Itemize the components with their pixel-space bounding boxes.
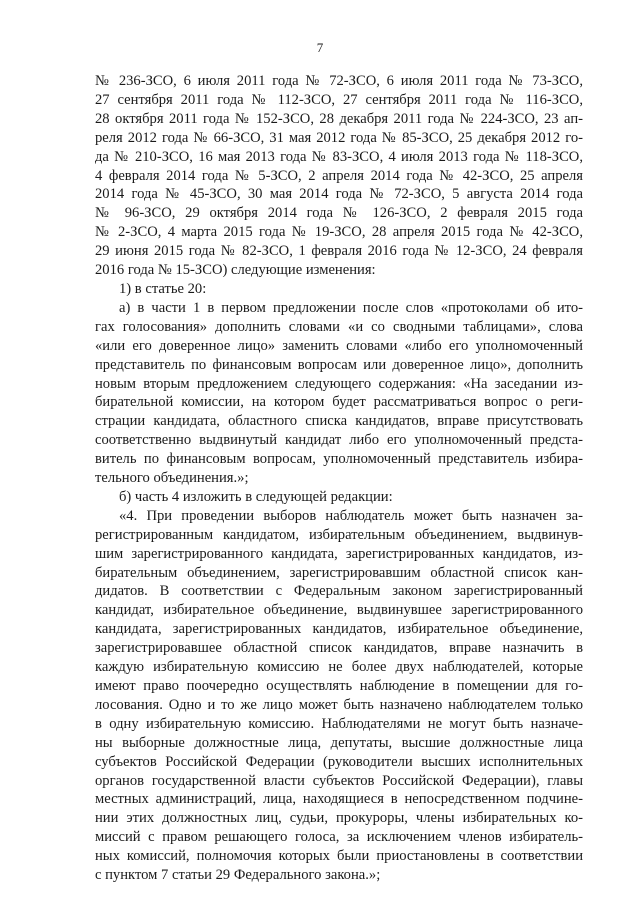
text-line: «или его доверенное лицо» заменить словами «либо его уполномоченный <box>95 337 583 354</box>
text-line: бирательным объединением, зарегистрировавшим областной список кан- <box>95 564 583 581</box>
text-line: б) часть 4 изложить в следующей редакции: <box>119 488 393 505</box>
text-line: каждую избирательную комиссию не более двух наблюдателей, которые <box>95 659 583 676</box>
text-line: соответственно выдвинутый кандидат либо его уполномоченный предста- <box>95 432 583 449</box>
text-line: 1) в статье 20: <box>119 280 207 297</box>
text-line: 28 октября 2011 года № 152-ЗСО, 28 декабря 2011 года № 224-ЗСО, 23 ап- <box>95 110 583 127</box>
text-line: нии этих должностных лиц, судьи, прокуроры, члены избирательных ко- <box>95 810 583 827</box>
text-line: представитель по финансовым вопросам или доверенное лицо», дополнить <box>95 356 583 373</box>
text-line: 2016 года № 15-ЗСО) следующие изменения: <box>95 262 376 279</box>
text-line: гах голосования» дополнить словами «и со сводными таблицами», слова <box>95 318 583 335</box>
text-line: имеют право поочередно осуществлять наблюдение в помещении для го- <box>95 678 583 694</box>
text-line: кандидата, зарегистрированных кандидатов, избирательное объединение, <box>95 621 583 638</box>
text-line: «4. При проведении выборов наблюдатель может быть назначен за- <box>119 507 583 524</box>
text-line: витель по финансовым вопросам, уполномоченный представитель избира- <box>95 451 583 468</box>
text-line: а) в части 1 в первом предложении после слов «протоколами об ито- <box>119 299 583 316</box>
text-line: регистрированным кандидатом, избирательным объединением, выдвинув- <box>95 526 583 543</box>
text-line: тельного объединения.»; <box>95 470 249 487</box>
text-line: ны выборные должностные лица, депутаты, высшие должностные лица <box>95 734 583 751</box>
text-line: ных комиссий, полномочия которых были приостановлены в соответствии <box>95 848 583 865</box>
text-line: зарегистрировавшее областной список кандидатов, вправе назначить в <box>95 640 583 657</box>
text-line: миссий с правом решающего голоса, за исключением членов избиратель- <box>95 829 583 846</box>
text-line: да № 210-ЗСО, 16 мая 2013 года № 83-ЗСО, 4 июля 2013 года № 118-ЗСО, <box>95 148 583 165</box>
text-line: 27 сентября 2011 года № 112-ЗСО, 27 сентября 2011 года № 116-ЗСО, <box>95 91 583 108</box>
text-line: кандидат, избирательное объединение, выдвинувшее зарегистрированного <box>95 602 583 619</box>
text-line: лосования. Одно и то же лицо может быть назначено наблюдателем только <box>95 696 583 713</box>
text-line: местных администраций, лица, находящиеся в непосредственном подчине- <box>95 791 583 808</box>
text-line: 2014 года № 45-ЗСО, 30 мая 2014 года № 72-ЗСО, 5 августа 2014 года <box>95 186 583 203</box>
document-body <box>95 72 583 885</box>
text-line: в одну избирательную комиссию. Наблюдателями не могут быть назначе- <box>95 715 583 732</box>
text-line: 4 февраля 2014 года № 5-ЗСО, 2 апреля 2014 года № 42-ЗСО, 25 апреля <box>95 167 583 184</box>
text-line: с пунктом 7 статьи 29 Федерального закона.»; <box>95 867 381 884</box>
text-line: 29 июня 2015 года № 82-ЗСО, 1 февраля 2016 года № 12-ЗСО, 24 февраля <box>95 243 583 260</box>
text-line: бирательной комиссии, на котором будет рассматриваться вопрос о реги- <box>95 394 583 411</box>
text-line: дидатов. В соответствии с Федеральным законом зарегистрированный <box>95 583 583 600</box>
text-line: № 236-ЗСО, 6 июля 2011 года № 72-ЗСО, 6 июля 2011 года № 73-ЗСО, <box>95 73 583 89</box>
text-line: реля 2012 года № 66-ЗСО, 31 мая 2012 года № 85-ЗСО, 25 декабря 2012 го- <box>95 129 583 146</box>
text-line: страции кандидата, областного списка кандидатов, вправе присутствовать <box>95 413 583 430</box>
text-line: шим зарегистрированного кандидата, зарегистрированных кандидатов, из- <box>95 545 583 562</box>
text-line: № 96-ЗСО, 29 октября 2014 года № 126-ЗСО, 2 февраля 2015 года <box>95 205 583 222</box>
text-line: новым вторым предложением следующего содержания: «На заседании из- <box>95 375 583 392</box>
text-line: № 2-ЗСО, 4 марта 2015 года № 19-ЗСО, 28 апреля 2015 года № 42-ЗСО, <box>95 224 583 241</box>
text-line: органов государственной власти субъектов Российской Федерации), главы <box>95 772 583 789</box>
text-line: субъектов Российской Федерации (руководители высших исполнительных <box>95 753 583 770</box>
page-number: 7 <box>316 40 324 55</box>
